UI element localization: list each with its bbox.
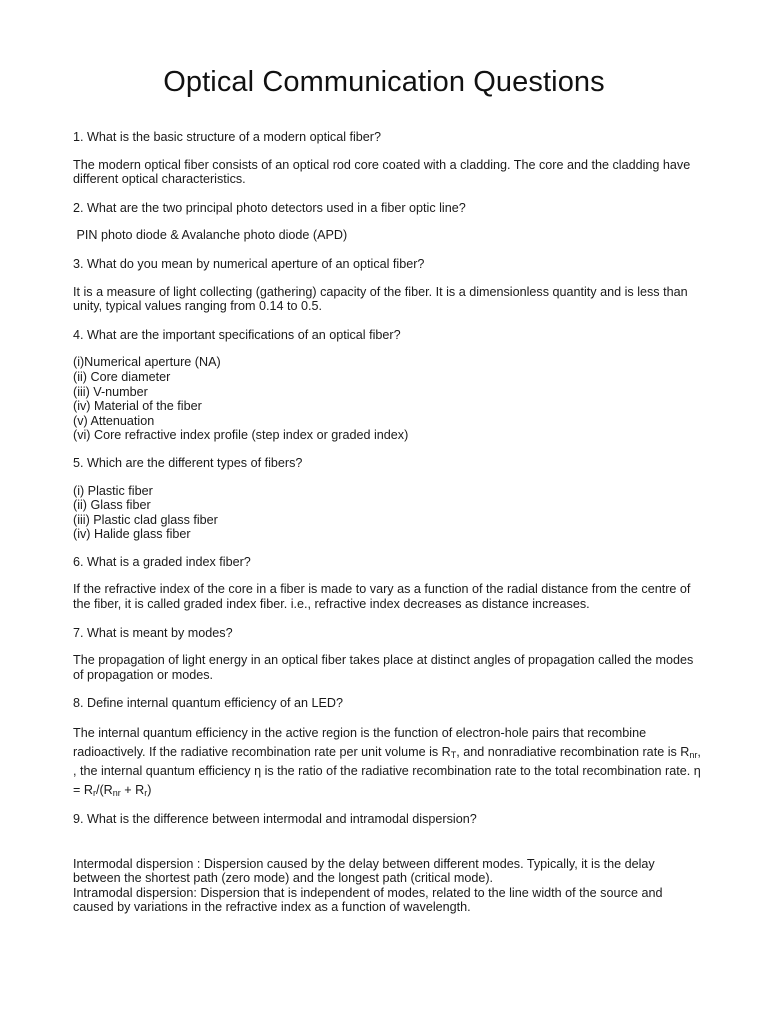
question-list (73, 130, 703, 915)
question-7: 7. What is meant by modes? (73, 625, 233, 640)
answer-9-intermodal: Intermodal dispersion : Dispersion caused by the delay between different modes. Typically, it is the delay between the shortest path (zero mode) and the longest path (critical mode). (73, 856, 655, 886)
list-item: (vi) Core refractive index profile (step index or graded index) (73, 428, 409, 443)
list-item: (ii) Glass fiber (73, 498, 151, 513)
answer-8-text: + R (120, 783, 145, 798)
specifications-list (73, 355, 703, 443)
answer-7: The propagation of light energy in an optical fiber takes place at distinct angles of propagation called the modes of propagation or modes. (73, 653, 694, 682)
answer-9-intramodal: Intramodal dispersion: Dispersion that is independent of modes, related to the line width of the source and caused by variations in the refractive index as a function of wavelength. (73, 885, 663, 915)
list-item: (i) Plastic fiber (73, 483, 153, 498)
page-title: Optical Communication Questions (163, 66, 605, 98)
question-8: 8. Define internal quantum efficiency of an LED? (73, 696, 343, 711)
answer-8 (73, 724, 703, 800)
question-1: 1. What is the basic structure of a modern optical fiber? (73, 130, 381, 144)
answer-6: If the refractive index of the core in a fiber is made to vary as a function of the radial distance from the centre of the fiber, it is called graded index fiber. i.e., refractive index decreases as distance increases. (73, 582, 691, 612)
answer-8-text: /(R (95, 783, 113, 798)
fiber-types-list (73, 484, 703, 542)
subscript-t: T (450, 750, 457, 761)
question-9: 9. What is the difference between intermodal and intramodal dispersion? (73, 812, 477, 827)
question-3: 3. What do you mean by numerical aperture of an optical fiber? (73, 256, 425, 271)
answer-3: It is a measure of light collecting (gathering) capacity of the fiber. It is a dimensionless quantity and is less than unity, typical values ranging from 0.14 to 0.5. (73, 284, 688, 314)
subscript-nr: nr (112, 788, 121, 799)
subscript-r: r (144, 788, 148, 799)
answer-8-text: , and nonradiative recombination rate is R (456, 745, 690, 760)
list-item: (ii) Core diameter (73, 369, 171, 384)
question-5: 5. Which are the different types of fibers? (73, 455, 303, 470)
question-4: 4. What are the important specifications of an optical fiber? (73, 327, 401, 342)
answer-2: PIN photo diode & Avalanche photo diode (APD) (73, 228, 348, 243)
question-2: 2. What are the two principal photo detectors used in a fiber optic line? (73, 200, 466, 215)
answer-8-text: The internal quantum efficiency in the active region is the function of electron-hole pairs that recombine radioactively. If the radiative recombination rate per unit volume is R (73, 726, 647, 760)
subscript-nr: nr (689, 750, 698, 761)
list-item: (iv) Halide glass fiber (73, 527, 191, 542)
list-item: (iv) Material of the fiber (73, 399, 202, 414)
list-item: (iii) Plastic clad glass fiber (73, 512, 218, 527)
answer-8-text: , , the internal quantum efficiency η is the ratio of the radiative recombination rate to the total recombination rate. η = R (73, 745, 701, 798)
question-6: 6. What is a graded index fiber? (73, 554, 251, 569)
answer-8-text: ) (147, 783, 152, 798)
list-item: (iii) V-number (73, 384, 148, 399)
list-item: (v) Attenuation (73, 413, 155, 428)
subscript-r: r (92, 788, 96, 799)
list-item: (i)Numerical aperture (NA) (73, 355, 221, 370)
answer-1: The modern optical fiber consists of an optical rod core coated with a cladding. The core and the cladding have different optical characteristics. (73, 157, 691, 187)
